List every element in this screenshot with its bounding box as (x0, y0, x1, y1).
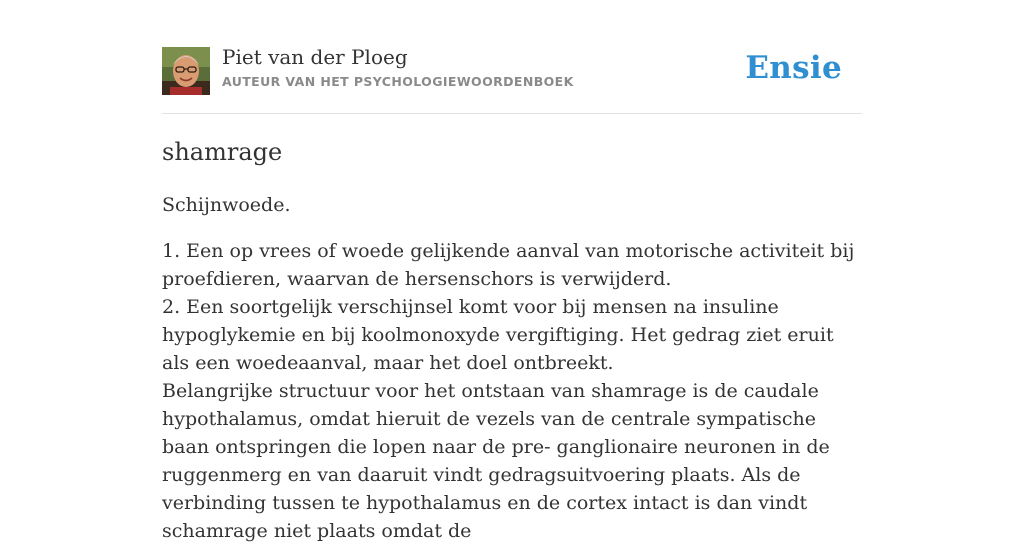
entry-body (162, 237, 862, 545)
site-logo[interactable]: Ensie (745, 50, 842, 86)
entry-paragraph: 1. Een op vrees of woede gelijkende aanval van motorische activiteit bij proefdieren, waarvan de hersenschors is verwijderd. (162, 240, 855, 290)
article-page (162, 0, 862, 542)
avatar[interactable] (162, 47, 210, 95)
entry-lead: Schijnwoede. (162, 194, 291, 216)
entry-title: shamrage (162, 138, 283, 166)
entry-paragraph: 2. Een soortgelijk verschijnsel komt voor bij mensen na insuline hypoglykemie en bij koolmonoxyde vergiftiging. Het gedrag ziet eruit als een woedeaanval, maar het doel ontbreekt. (162, 296, 834, 374)
avatar-image (162, 47, 210, 95)
entry-paragraph: Belangrijke structuur voor het ontstaan van shamrage is de caudale hypothalamus, omdat hieruit de vezels van de centrale sympatische baan ontspringen die lopen naar de pre- ganglionaire neuronen in de ruggenmerg en van daaruit vindt gedragsuitvoering plaats. Als de verbinding tussen te hypothalamus en de cortex intact is dan vindt schamrage niet plaats omdat de (162, 380, 830, 542)
header (162, 0, 862, 114)
author-name[interactable]: Piet van der Ploeg (222, 45, 408, 69)
author-subtitle: AUTEUR VAN HET PSYCHOLOGIEWOORDENBOEK (222, 74, 574, 89)
